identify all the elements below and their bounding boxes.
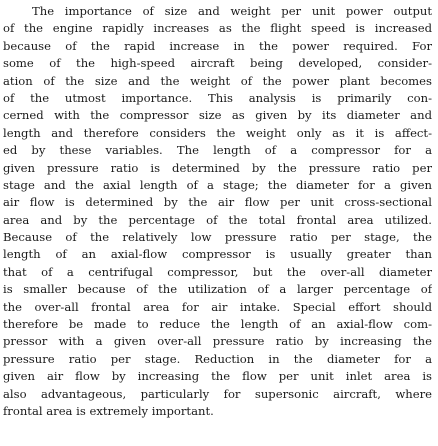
text-line: The importance of size and weight per unit power output <box>32 4 432 18</box>
text-line: because of the rapid increase in the power required. For <box>3 38 432 53</box>
text-line: is smaller because of the utilization of a larger percentage of <box>3 282 432 297</box>
text-line: pressure ratio per stage. Reduction in the diameter for a <box>3 351 432 366</box>
text-line: area and by the percentage of the total frontal area utilized. <box>3 212 432 227</box>
text-line: cerned with the compressor size as given by its diameter and <box>3 108 432 123</box>
text-line: given air flow by increasing the flow per unit inlet area is <box>3 369 432 384</box>
text-line: ation of the size and the weight of the power plant becomes <box>3 73 432 88</box>
text-line: of the utmost importance. This analysis is primarily con- <box>3 90 432 105</box>
text-line: pressor with a given over-all pressure ratio by increasing the <box>3 334 432 349</box>
text-line: given pressure ratio is determined by the pressure ratio per <box>3 160 432 175</box>
text-line: air flow is determined by the air flow per unit cross-sectional <box>3 195 432 210</box>
text-line: some of the high-speed aircraft being developed, consider- <box>3 56 432 71</box>
text-line: that of a centrifugal compressor, but the over-all diameter <box>3 264 432 279</box>
text-line: ed by these variables. The length of a compressor for a <box>3 143 432 158</box>
text-line: frontal area is extremely important. <box>3 403 214 418</box>
text-line: therefore be made to reduce the length of an axial-flow com- <box>3 317 432 332</box>
text-line: length and therefore considers the weight only as it is affect- <box>3 125 432 140</box>
text-line: Because of the relatively low pressure ratio per stage, the <box>3 230 432 245</box>
text-line: also advantageous, particularly for supersonic aircraft, where <box>3 386 432 401</box>
document-page <box>3 3 432 443</box>
text-line: stage and the axial length of a stage; the diameter for a given <box>3 177 432 192</box>
text-line: of the engine rapidly increases as the flight speed is increased <box>3 21 432 36</box>
text-line: length of an axial-flow compressor is usually greater than <box>3 247 432 262</box>
text-line: the over-all frontal area for air intake. Special effort should <box>3 299 432 314</box>
body-paragraph <box>3 3 432 420</box>
